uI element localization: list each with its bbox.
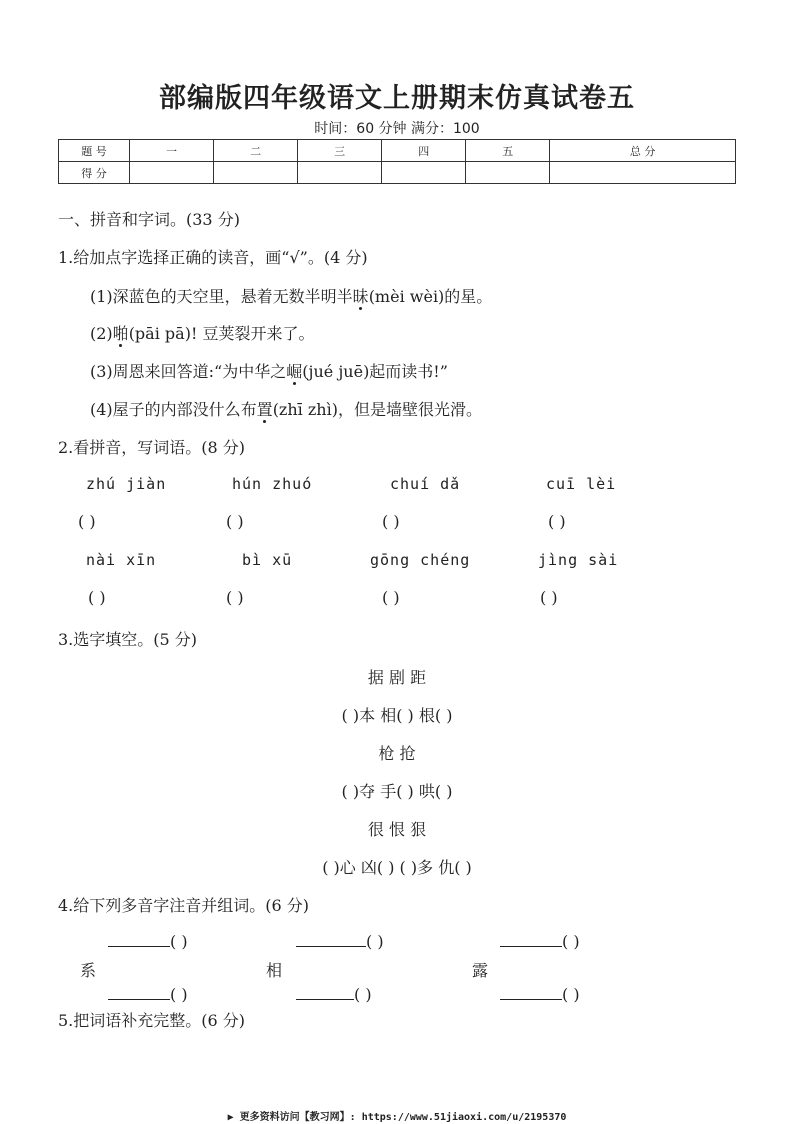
header-cell: 四 xyxy=(382,140,466,162)
polyphone-blank[interactable]: ( ) xyxy=(500,932,580,951)
header-cell: 三 xyxy=(298,140,382,162)
polyphone-char: 相 xyxy=(266,961,283,980)
dotted-char: 啪 xyxy=(112,324,129,343)
score-cell[interactable] xyxy=(466,162,550,184)
pinyin: zhú jiàn xyxy=(86,475,167,493)
polyphone-char: 系 xyxy=(80,961,97,980)
score-table-score-row xyxy=(59,162,736,184)
question-1-title: 1.给加点字选择正确的读音，画“√”。(4 分) xyxy=(58,248,368,267)
row-label: 得 分 xyxy=(59,162,130,184)
score-table-header-row xyxy=(59,140,736,162)
pinyin: gōng chéng xyxy=(370,551,471,569)
fill-line: ( )本 相( ) 根( ) xyxy=(341,706,453,725)
pinyin: cuī lèi xyxy=(546,475,617,493)
header-cell: 二 xyxy=(214,140,298,162)
pinyin: bì xū xyxy=(242,551,293,569)
question-3-title: 3.选字填空。(5 分) xyxy=(58,630,198,649)
header-cell: 题 号 xyxy=(59,140,130,162)
question-4-title: 4.给下列多音字注音并组词。(6 分) xyxy=(58,896,310,915)
fill-line: ( )心 凶( ) ( )多 仇( ) xyxy=(322,858,472,877)
char-options: 很 恨 狠 xyxy=(367,820,427,839)
header-cell: 一 xyxy=(130,140,214,162)
answer-blank[interactable]: ( ) xyxy=(88,588,106,607)
question-5-title: 5.把词语补充完整。(6 分) xyxy=(58,1011,246,1030)
polyphone-blank[interactable]: ( ) xyxy=(500,985,580,1004)
question-1-item: (4)屋子的内部没什么布置(zhī zhì)，但是墙壁很光滑。 xyxy=(90,400,482,419)
score-cell[interactable] xyxy=(382,162,466,184)
question-1-item: (2)啪(pāi pā)! 豆荚裂开来了。 xyxy=(90,324,315,343)
fill-line: ( )夺 手( ) 哄( ) xyxy=(341,782,453,801)
char-options: 枪 抢 xyxy=(378,744,416,763)
question-1-item: (1)深蓝色的天空里，悬着无数半明半昧(mèi wèi)的星。 xyxy=(90,287,493,306)
dotted-char: 昧 xyxy=(352,287,369,306)
score-cell[interactable] xyxy=(130,162,214,184)
pinyin: nài xīn xyxy=(86,551,157,569)
score-cell[interactable] xyxy=(298,162,382,184)
page-title: 部编版四年级语文上册期末仿真试卷五 xyxy=(159,83,635,114)
pinyin: hún zhuó xyxy=(232,475,313,493)
polyphone-blank[interactable]: ( ) xyxy=(296,932,384,951)
answer-blank[interactable]: ( ) xyxy=(226,588,244,607)
polyphone-blank[interactable]: ( ) xyxy=(108,932,188,951)
polyphone-blank[interactable]: ( ) xyxy=(108,985,188,1004)
answer-blank[interactable]: ( ) xyxy=(540,588,558,607)
score-table xyxy=(58,139,736,184)
pinyin: jìng sài xyxy=(538,551,619,569)
answer-blank[interactable]: ( ) xyxy=(548,512,566,531)
score-cell[interactable] xyxy=(550,162,736,184)
dotted-char: 崛 xyxy=(286,362,303,381)
header-cell: 五 xyxy=(466,140,550,162)
answer-blank[interactable]: ( ) xyxy=(382,588,400,607)
question-1-item: (3)周恩来回答道:“为中华之崛(jué juē)起而读书!” xyxy=(90,362,448,381)
polyphone-blank[interactable]: ( ) xyxy=(296,985,372,1004)
dotted-char: 置 xyxy=(256,400,273,419)
answer-blank[interactable]: ( ) xyxy=(382,512,400,531)
char-options: 据 剧 距 xyxy=(367,668,427,687)
answer-blank[interactable]: ( ) xyxy=(226,512,244,531)
polyphone-char: 露 xyxy=(472,961,489,980)
question-2-title: 2.看拼音，写词语。(8 分) xyxy=(58,438,246,457)
answer-blank[interactable]: ( ) xyxy=(78,512,96,531)
score-cell[interactable] xyxy=(214,162,298,184)
pinyin: chuí dǎ xyxy=(390,475,461,493)
exam-info: 时间：60 分钟 满分：100 xyxy=(314,121,480,137)
header-cell: 总 分 xyxy=(550,140,736,162)
footer-link[interactable]: ▶ 更多资料访问【教习网】: https://www.51jiaoxi.com/u/2195370 xyxy=(227,1112,567,1123)
section-heading: 一、拼音和字词。(33 分) xyxy=(58,210,240,229)
